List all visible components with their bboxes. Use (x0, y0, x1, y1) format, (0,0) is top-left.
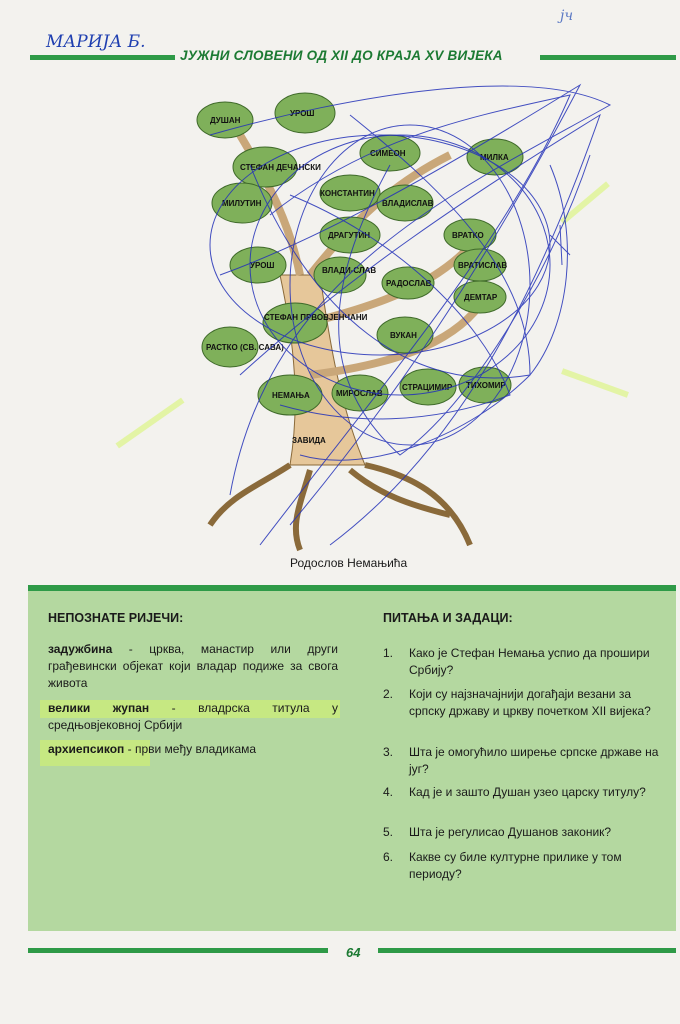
tree-node-label: СИМЕОН (370, 149, 406, 158)
footer-rule-right (378, 948, 676, 953)
vocab-item (48, 700, 338, 734)
tree-node-label: СТРАЦИМИР (402, 383, 453, 392)
tree-node-label: ДРАГУТИН (328, 231, 371, 240)
page-title: ЈУЖНИ СЛОВЕНИ ОД XII ДО КРАЈА XV ВИЈЕКА (180, 48, 503, 63)
task-text: Кад је и зашто Душан узео царску титулу? (409, 785, 646, 799)
tree-node-label: ВЛАДИ-СЛАВ (322, 266, 377, 275)
footer-rule-left (28, 948, 328, 953)
tree-node-label: ТИХОМИР (466, 381, 506, 390)
tree-node-label: МИЛКА (480, 153, 509, 162)
task-item (383, 824, 663, 841)
tasks-heading: ПИТАЊА И ЗАДАЦИ: (383, 611, 513, 625)
tree-node-label: ВУКАН (390, 331, 417, 340)
vocab-definition: - владрска титула у средњовјековној Србији (48, 701, 338, 732)
task-item (383, 849, 663, 883)
tree-node-label: МИЛУТИН (222, 199, 262, 208)
task-number: 4. (383, 785, 394, 799)
task-item (383, 744, 663, 778)
task-number: 1. (383, 646, 394, 660)
task-text: Шта је регулисао Душанов законик? (409, 825, 612, 839)
page-number: 64 (346, 945, 361, 960)
student-name-handwritten: МАРИЈА Б. (46, 32, 146, 52)
header-rule-left (30, 55, 175, 60)
tree-node-label: РАСТКО (СВ. САВА) (206, 343, 284, 352)
vocab-heading: НЕПОЗНАТЕ РИЈЕЧИ: (48, 611, 184, 625)
vocab-definition: - црква, манастир или други грађевински објекат који владар подиже за свога живота (48, 642, 338, 690)
family-tree-illustration (150, 75, 620, 565)
vocab-term: велики жупан (48, 701, 150, 715)
corner-handwritten-mark: јч (560, 8, 574, 24)
tree-node-label: ЗАВИДА (292, 436, 326, 445)
tree-node-label: ВРАТИСЛАВ (458, 261, 508, 270)
tree-node-label: ДЕМТАР (464, 293, 498, 302)
task-text: Шта је омогућило ширење српске државе на југ? (409, 745, 659, 776)
vocab-term: задужбина (48, 642, 113, 656)
task-text: Какве су биле културне прилике у том периоду? (409, 850, 622, 881)
tree-caption: Родослов Немањића (290, 556, 408, 570)
vocab-item (48, 641, 338, 692)
tree-node-label: ВЛАДИСЛАВ (382, 199, 434, 208)
task-number: 3. (383, 745, 394, 759)
vocab-term: архиепсикоп (48, 742, 125, 756)
task-number: 2. (383, 687, 394, 701)
task-item (383, 686, 663, 720)
tree-node-label: УРОШ (250, 261, 275, 270)
vocab-item (48, 741, 338, 758)
task-number: 6. (383, 850, 394, 864)
tree-node-label: ДУШАН (210, 116, 241, 125)
task-text: Који су најзначајнији догађаји везани за српску државу и цркву почетком XII вијека? (409, 687, 651, 718)
tree-node-label: РАДОСЛАВ (386, 279, 432, 288)
tree-node-label: СТЕФАН ПРВОВЈЕНЧАНИ (264, 313, 368, 322)
tree-node-label: МИРОСЛАВ (336, 389, 383, 398)
tree-node-label: ВРАТКО (452, 231, 484, 240)
tree-node-label: КОНСТАНТИН (320, 189, 375, 198)
tree-node-label: НЕМАЊА (272, 391, 310, 400)
task-number: 5. (383, 825, 394, 839)
tree-node-label: УРОШ (290, 109, 315, 118)
task-text: Како је Стефан Немања успио да прошири Србију? (409, 646, 650, 677)
vocab-definition: - први међу владикама (124, 742, 257, 756)
header-rule-right (540, 55, 676, 60)
task-item (383, 645, 663, 679)
tree-node-label: СТЕФАН ДЕЧАНСКИ (240, 163, 321, 172)
task-item (383, 784, 663, 801)
